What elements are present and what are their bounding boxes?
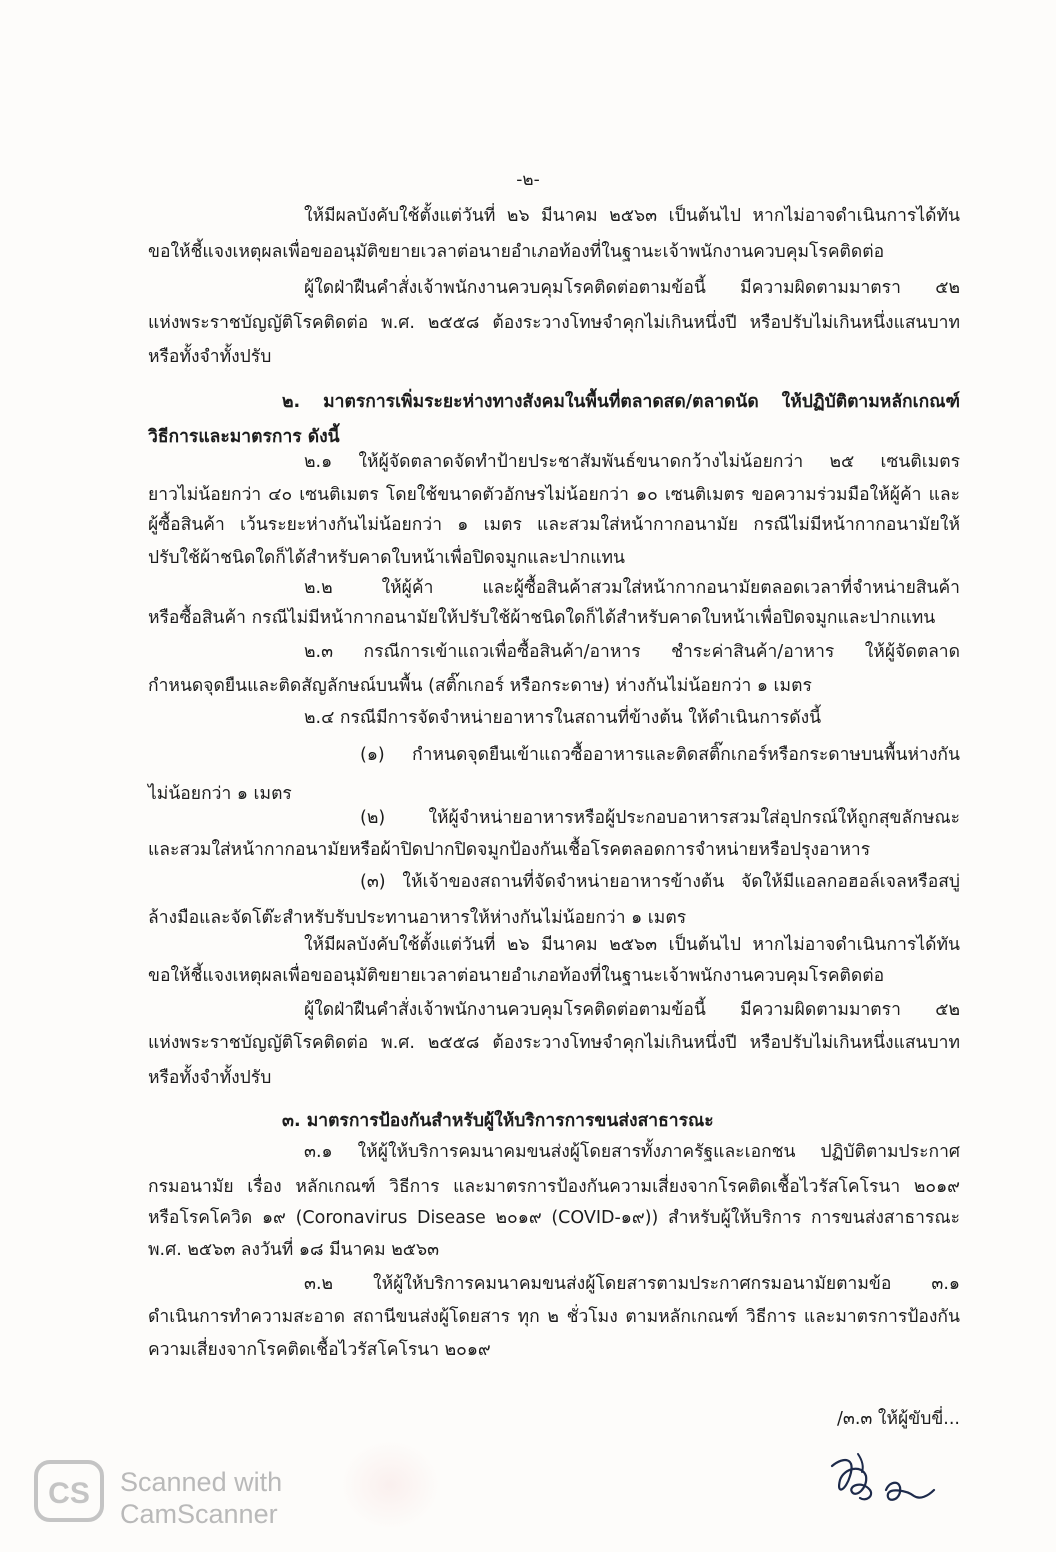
paragraph-line: ๒.๔ กรณีมีการจัดจำหน่ายอาหารในสถานที่ข้างต้น ให้ดำเนินการดังนี้ <box>304 708 822 728</box>
paragraph-line: ขอให้ชี้แจงเหตุผลเพื่อขออนุมัติขยายเวลาต่อนายอำเภอท้องที่ในฐานะเจ้าพนักงานควบคุมโรคติดต่อ <box>148 966 885 986</box>
camscanner-line-1: Scanned with <box>120 1467 283 1497</box>
paragraph-line: แห่งพระราชบัญญัติโรคติดต่อ พ.ศ. ๒๕๕๘ ต้องระวางโทษจำคุกไม่เกินหนึ่งปี หรือปรับไม่เกินหนึ่งแสนบาท <box>148 313 960 333</box>
paragraph-line: ปรับใช้ผ้าชนิดใดก็ได้สำหรับคาดใบหน้าเพื่อปิดจมูกและปากแทน <box>148 548 626 568</box>
paragraph-line: (๓) ให้เจ้าของสถานที่จัดจำหน่ายอาหารข้างต้น จัดให้มีแอลกอฮอล์เจลหรือสบู่ <box>360 872 960 892</box>
paragraph-line: ให้มีผลบังคับใช้ตั้งแต่วันที่ ๒๖ มีนาคม ๒๕๖๓ เป็นต้นไป หากไม่อาจดำเนินการได้ทัน <box>304 206 960 226</box>
paragraph-line: ยาวไม่น้อยกว่า ๔๐ เซนติเมตร โดยใช้ขนาดตัวอักษรไม่น้อยกว่า ๑๐ เซนติเมตร ขอความร่วมมือให้ผู้ค้า และ <box>148 485 960 505</box>
paragraph-line: ๒.๒ ให้ผู้ค้า และผู้ซื้อสินค้าสวมใส่หน้ากากอนามัยตลอดเวลาที่จำหน่ายสินค้า <box>304 578 960 598</box>
camscanner-caption <box>120 1466 282 1530</box>
paragraph-line: หรือทั้งจำทั้งปรับ <box>148 1068 272 1088</box>
next-page-reference: /๓.๓ ให้ผู้ขับขี่... <box>836 1409 960 1429</box>
camscanner-logo-icon <box>34 1460 104 1522</box>
paper-stain <box>340 1440 440 1530</box>
paragraph-line: กรมอนามัย เรื่อง หลักเกณฑ์ วิธีการ และมาตรการป้องกันความเสี่ยงจากโรคติดเชื้อไวรัสโคโรนา ๒๐๑๙ <box>148 1177 960 1197</box>
paragraph-line: ผู้ใดฝ่าฝืนคำสั่งเจ้าพนักงานควบคุมโรคติดต่อตามข้อนี้ มีความผิดตามมาตรา ๕๒ <box>304 278 960 298</box>
paragraph-line: ๒.๑ ให้ผู้จัดตลาดจัดทำป้ายประชาสัมพันธ์ขนาดกว้างไม่น้อยกว่า ๒๕ เซนติเมตร <box>304 452 960 472</box>
paragraph-line: ขอให้ชี้แจงเหตุผลเพื่อขออนุมัติขยายเวลาต่อนายอำเภอท้องที่ในฐานะเจ้าพนักงานควบคุมโรคติดต่อ <box>148 242 885 262</box>
paragraph-line: (๒) ให้ผู้จำหน่ายอาหารหรือผู้ประกอบอาหารสวมใส่อุปกรณ์ให้ถูกสุขลักษณะ <box>360 808 960 828</box>
paragraph-line: ๓.๑ ให้ผู้ให้บริการคมนาคมขนส่งผู้โดยสารทั้งภาครัฐและเอกชน ปฏิบัติตามประกาศ <box>304 1142 960 1162</box>
paragraph-line: และสวมใส่หน้ากากอนามัยหรือผ้าปิดปากปิดจมูกป้องกันเชื้อโรคตลอดการจำหน่ายหรือปรุงอาหาร <box>148 840 871 860</box>
paragraph-line: พ.ศ. ๒๕๖๓ ลงวันที่ ๑๘ มีนาคม ๒๕๖๓ <box>148 1240 440 1260</box>
paragraph-line: แห่งพระราชบัญญัติโรคติดต่อ พ.ศ. ๒๕๕๘ ต้องระวางโทษจำคุกไม่เกินหนึ่งปี หรือปรับไม่เกินหนึ่งแสนบาท <box>148 1033 960 1053</box>
paragraph-line: (๑) กำหนดจุดยืนเข้าแถวซื้ออาหารและติดสติ๊กเกอร์หรือกระดาษบนพื้นห่างกัน <box>360 745 960 765</box>
page-number: -๒- <box>516 170 540 190</box>
paragraph-line: ความเสี่ยงจากโรคติดเชื้อไวรัสโคโรนา ๒๐๑๙ <box>148 1340 491 1360</box>
paragraph-line: หรือทั้งจำทั้งปรับ <box>148 347 272 367</box>
section-heading-2-cont: วิธีการและมาตรการ ดังนี้ <box>148 427 340 447</box>
paragraph-line: ผู้ใดฝ่าฝืนคำสั่งเจ้าพนักงานควบคุมโรคติดต่อตามข้อนี้ มีความผิดตามมาตรา ๕๒ <box>304 1000 960 1020</box>
paragraph-line: ไม่น้อยกว่า ๑ เมตร <box>148 784 292 804</box>
paragraph-line: ล้างมือและจัดโต๊ะสำหรับรับประทานอาหารให้ห่างกันไม่น้อยกว่า ๑ เมตร <box>148 908 687 928</box>
paragraph-line: หรือโรคโควิด ๑๙ (Coronavirus Disease ๒๐๑๙ (COVID-๑๙)) สำหรับผู้ให้บริการ การขนส่งสาธารณะ <box>148 1208 960 1228</box>
section-heading-3: ๓. มาตรการป้องกันสำหรับผู้ให้บริการการขนส่งสาธารณะ <box>282 1111 714 1131</box>
paragraph-line: ๒.๓ กรณีการเข้าแถวเพื่อซื้อสินค้า/อาหาร ชำระค่าสินค้า/อาหาร ให้ผู้จัดตลาด <box>304 642 960 662</box>
paragraph-line: หรือซื้อสินค้า กรณีไม่มีหน้ากากอนามัยให้ปรับใช้ผ้าชนิดใดก็ได้สำหรับคาดใบหน้าเพื่อปิดจมูกและปากแทน <box>148 608 936 628</box>
handwritten-signature <box>822 1446 952 1512</box>
camscanner-logo-letters: CS <box>48 1477 90 1510</box>
paragraph-line: ดำเนินการทำความสะอาด สถานีขนส่งผู้โดยสาร ทุก ๒ ชั่วโมง ตามหลักเกณฑ์ วิธีการ และมาตรการป้องกัน <box>148 1307 960 1327</box>
paragraph-line: ๓.๒ ให้ผู้ให้บริการคมนาคมขนส่งผู้โดยสารตามประกาศกรมอนามัยตามข้อ ๓.๑ <box>304 1274 960 1294</box>
paragraph-line: กำหนดจุดยืนและติดสัญลักษณ์บนพื้น (สติ๊กเกอร์ หรือกระดาษ) ห่างกันไม่น้อยกว่า ๑ เมตร <box>148 676 812 696</box>
section-heading-2: ๒. มาตรการเพิ่มระยะห่างทางสังคมในพื้นที่ตลาดสด/ตลาดนัด ให้ปฏิบัติตามหลักเกณฑ์ <box>282 392 960 412</box>
camscanner-line-2: CamScanner <box>120 1499 278 1529</box>
paragraph-line: ให้มีผลบังคับใช้ตั้งแต่วันที่ ๒๖ มีนาคม ๒๕๖๓ เป็นต้นไป หากไม่อาจดำเนินการได้ทัน <box>304 935 960 955</box>
paragraph-line: ผู้ซื้อสินค้า เว้นระยะห่างกันไม่น้อยกว่า ๑ เมตร และสวมใส่หน้ากากอนามัย กรณีไม่มีหน้ากากอนามัยให้ <box>148 515 960 535</box>
